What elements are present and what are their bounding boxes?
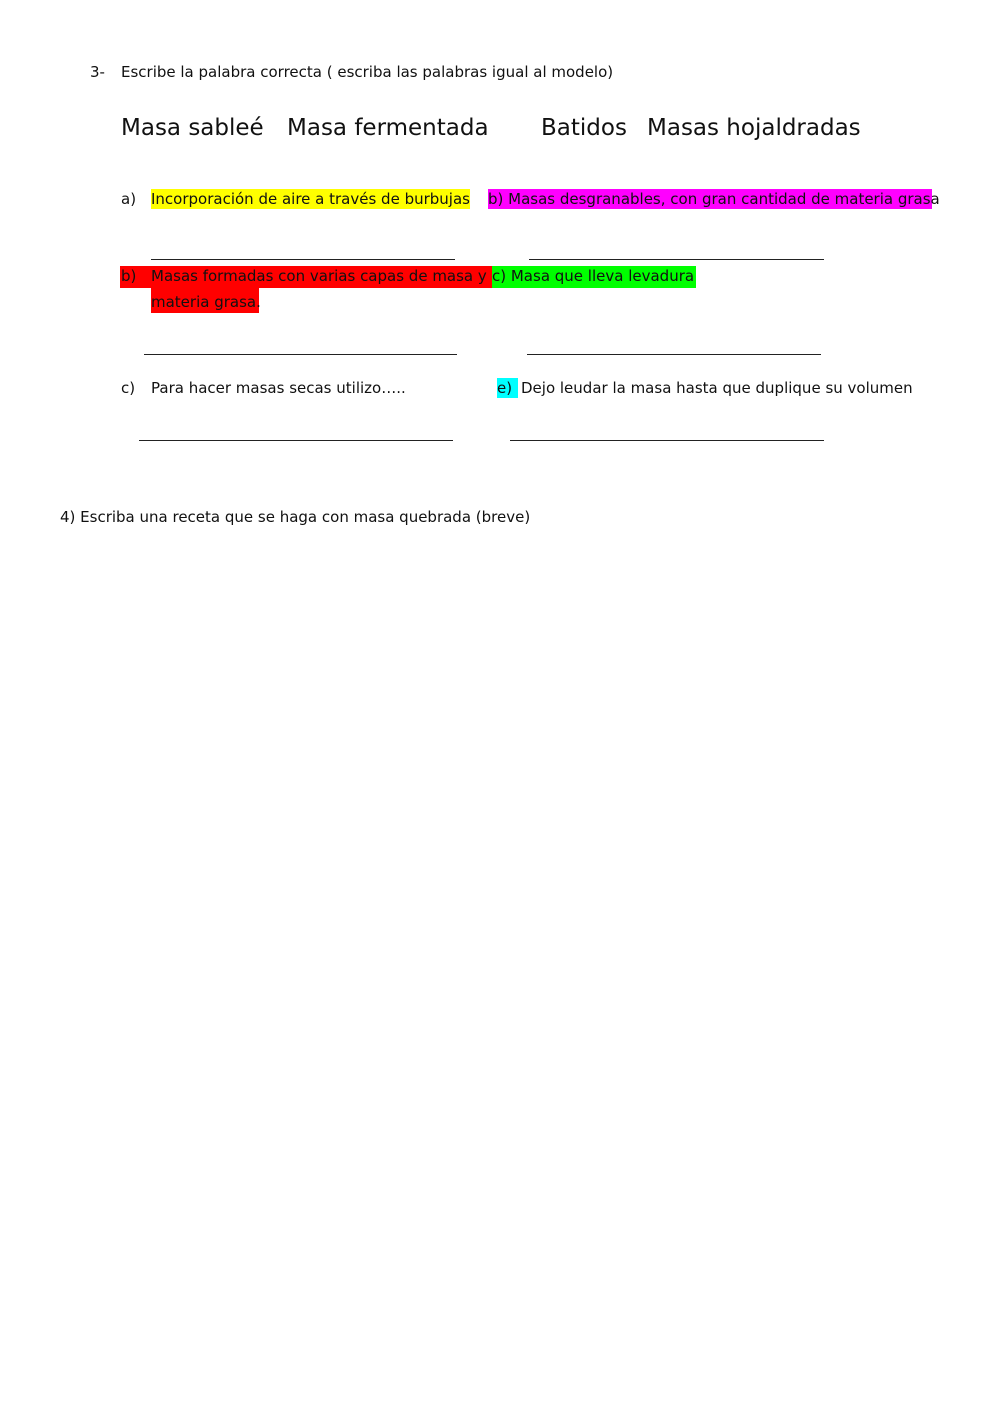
- word-bank-item: Masas hojaldradas: [647, 115, 861, 141]
- item-c2-text: Para hacer masas secas utilizo…..: [151, 379, 406, 397]
- item-a-text: Incorporación de aire a través de burbujas: [151, 190, 470, 208]
- item-c1-text: c) Masa que lleva levadura: [492, 267, 695, 285]
- item-b2-text: Masas formadas con varias capas de masa y: [151, 267, 487, 285]
- answer-line[interactable]: [144, 354, 457, 355]
- question-instruction: Escribe la palabra correcta ( escriba las palabras igual al modelo): [121, 63, 614, 81]
- question-number: 3-: [90, 63, 105, 81]
- word-bank-item: Masa fermentada: [287, 115, 489, 141]
- answer-line[interactable]: [529, 259, 824, 260]
- item-b2-text: materia grasa.: [151, 293, 261, 311]
- item-b1-text: b) Masas desgranables, con gran cantidad de materia grasa: [488, 190, 940, 208]
- word-bank-item: Batidos: [541, 115, 627, 141]
- item-letter: a): [121, 190, 137, 208]
- answer-line[interactable]: [139, 440, 453, 441]
- item-letter: c): [121, 379, 136, 397]
- answer-line[interactable]: [151, 259, 455, 260]
- answer-line[interactable]: [510, 440, 824, 441]
- answer-line[interactable]: [527, 354, 821, 355]
- item-letter: b): [121, 267, 137, 285]
- item-letter: e): [497, 378, 518, 398]
- question-4: 4) Escriba una receta que se haga con masa quebrada (breve): [60, 508, 531, 526]
- item-e-text: Dejo leudar la masa hasta que duplique su volumen: [521, 379, 913, 397]
- word-bank-item: Masa sableé: [121, 115, 264, 141]
